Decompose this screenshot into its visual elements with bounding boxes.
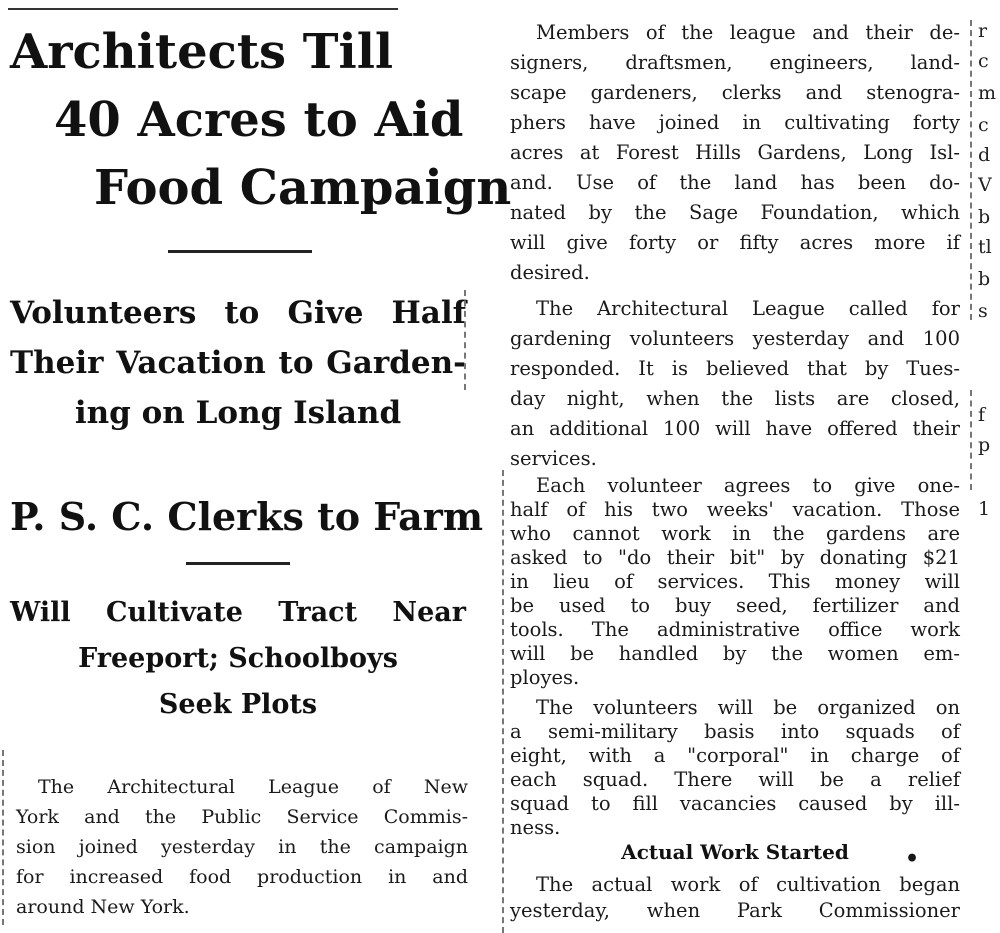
text-line: gardening volunteers yesterday and 100: [510, 327, 960, 350]
text-line: an additional 100 will have offered their: [510, 417, 960, 440]
column-rule: [502, 470, 504, 933]
body-paragraph: [510, 872, 960, 924]
divider-rule: [186, 562, 290, 565]
text-line: asked to "do their bit" by donating $21: [510, 546, 960, 569]
text-line: Each volunteer agrees to give one-: [536, 474, 960, 497]
text-line: The Architectural League of New: [38, 776, 468, 798]
text-line: squad to fill vacancies caused by ill-: [510, 792, 960, 815]
edge-fragment: tl: [978, 236, 992, 258]
edge-fragment: V: [978, 174, 992, 196]
text-line: eight, with a "corporal" in charge of: [510, 744, 960, 767]
text-line: for increased food production in and: [16, 866, 468, 888]
column-rule: [464, 290, 466, 390]
edge-fragment: c: [978, 50, 989, 72]
text-line: scape gardeners, clerks and stenogra-: [510, 81, 960, 104]
text-line: ness.: [510, 816, 561, 839]
headline: [10, 18, 512, 222]
body-paragraph: [510, 294, 960, 474]
text-line: The actual work of cultivation began: [536, 873, 960, 896]
edge-fragment: r: [978, 20, 988, 42]
text-line: who cannot work in the gardens are: [510, 522, 960, 545]
body-paragraph: [510, 474, 960, 690]
text-line: will be handled by the women em-: [510, 642, 960, 665]
text-line: tools. The administrative office work: [510, 618, 960, 641]
edge-fragment: c: [978, 114, 989, 136]
edge-fragment: s: [978, 300, 988, 322]
bullet-mark: •: [905, 846, 920, 872]
body-paragraph: [510, 18, 960, 288]
text-line: services.: [510, 447, 597, 470]
deck-line: Their Vacation to Garden-: [10, 345, 466, 381]
text-line: The Architectural League called for: [536, 297, 960, 320]
text-line: desired.: [510, 261, 590, 284]
text-line: will give forty or fifty acres more if: [510, 231, 960, 254]
body-paragraph: [510, 696, 960, 840]
text-line: phers have joined in cultivating forty: [510, 111, 960, 134]
column-rule: [970, 20, 972, 320]
column-rule: [970, 390, 972, 490]
text-line: ployes.: [510, 666, 580, 689]
deck-psc-clerks: P. S. C. Clerks to Farm: [10, 494, 484, 539]
deck-line: Will Cultivate Tract Near: [10, 597, 466, 628]
text-line: signers, draftsmen, engineers, land-: [510, 51, 960, 74]
headline-line: Architects Till: [10, 24, 394, 80]
deck-line: Seek Plots: [158, 689, 318, 720]
text-line: day night, when the lists are closed,: [510, 387, 960, 410]
text-line: be used to buy seed, fertilizer and: [510, 594, 960, 617]
edge-fragment: 1: [978, 498, 991, 520]
edge-fragment: b: [978, 268, 991, 290]
edge-fragment: p: [978, 434, 991, 456]
text-line: in lieu of services. This money will: [510, 570, 960, 593]
text-line: Members of the league and their de-: [536, 21, 960, 44]
deck-line: ing on Long Island: [74, 395, 402, 431]
text-line: The volunteers will be organized on: [536, 696, 960, 719]
text-line: yesterday, when Park Commissioner: [510, 899, 960, 922]
divider-rule: [168, 250, 312, 253]
lead-paragraph: [16, 772, 468, 922]
text-line: sion joined yesterday in the campaign: [16, 836, 468, 858]
section-subhead: Actual Work Started: [621, 840, 849, 864]
text-line: nated by the Sage Foundation, which: [510, 201, 960, 224]
edge-fragment: d: [978, 144, 991, 166]
text-line: acres at Forest Hills Gardens, Long Isl-: [510, 141, 960, 164]
text-line: each squad. There will be a relief: [510, 768, 960, 791]
deck-cultivate-tract: [10, 590, 466, 728]
text-line: a semi-military basis into squads of: [510, 720, 960, 743]
left-column: [8, 0, 512, 933]
edge-fragment: b: [978, 206, 991, 228]
text-line: around New York.: [16, 896, 190, 918]
deck-line: Freeport; Schoolboys: [78, 643, 398, 674]
text-line: half of his two weeks' vacation. Those: [510, 498, 960, 521]
deck-volunteers: [10, 288, 466, 438]
adjacent-column-fragment: [976, 20, 1000, 933]
top-rule: [8, 8, 398, 10]
edge-fragment: f: [978, 404, 986, 426]
text-line: York and the Public Service Commis-: [16, 806, 468, 828]
deck-line: Volunteers to Give Half: [10, 295, 466, 331]
column-rule: [2, 750, 4, 925]
headline-line: 40 Acres to Aid: [54, 92, 464, 148]
text-line: and. Use of the land has been do-: [510, 171, 960, 194]
headline-line: Food Campaign: [94, 160, 512, 216]
text-line: responded. It is believed that by Tues-: [510, 357, 960, 380]
right-column: [510, 0, 960, 933]
edge-fragment: m: [978, 82, 997, 104]
